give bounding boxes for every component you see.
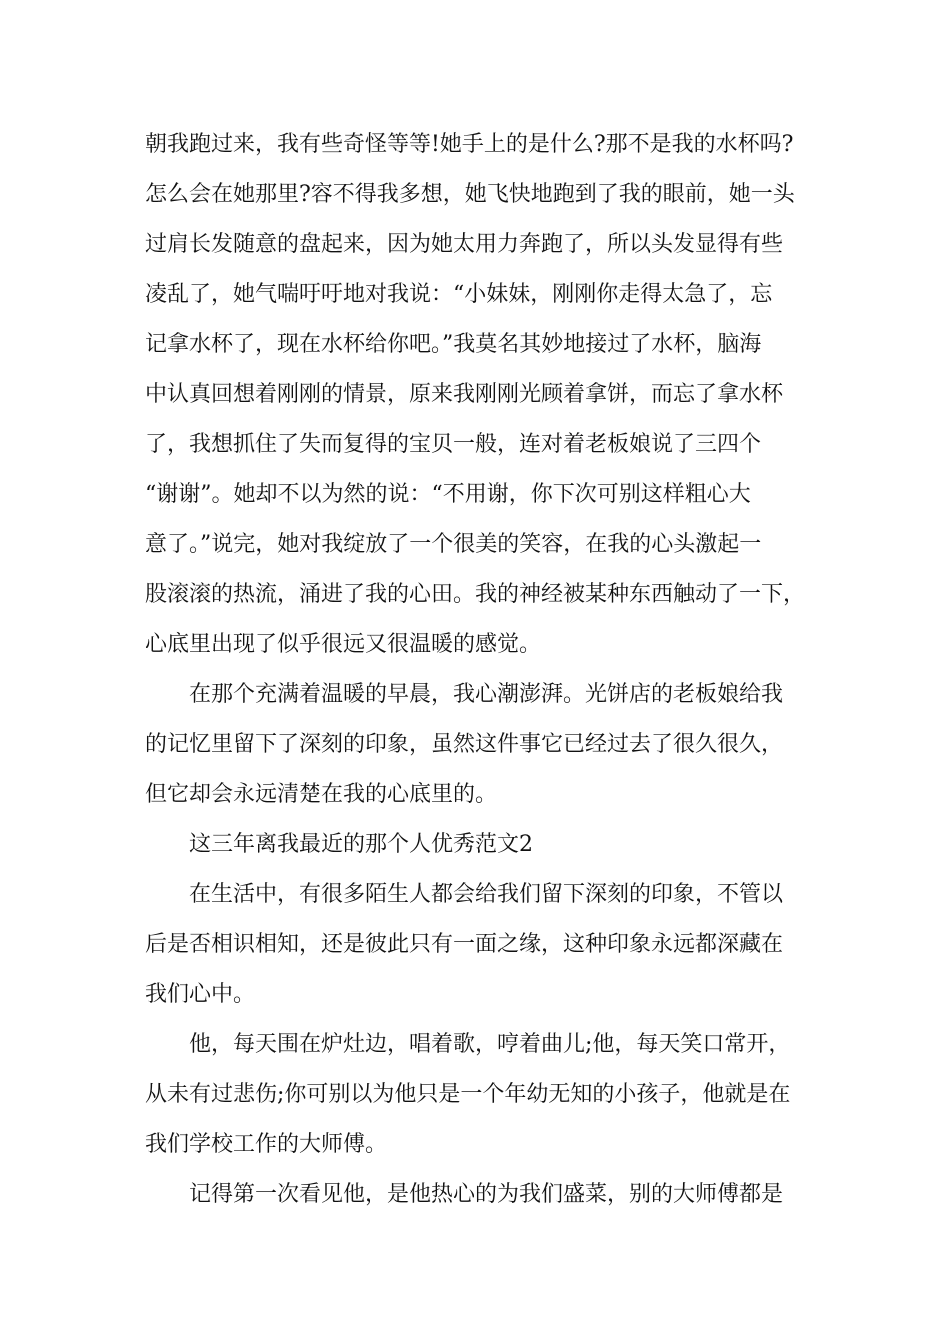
text-line: 怎么会在她那里?容不得我多想，她飞快地跑到了我的眼前，她一头	[145, 182, 795, 207]
paragraph-start-line: 在那个充满着温暖的早晨，我心潮澎湃。光饼店的老板娘给我	[189, 682, 784, 707]
text-line: 的记忆里留下了深刻的印象，虽然这件事它已经过去了很久很久，	[145, 732, 784, 757]
paragraph-start-line: 他，每天围在炉灶边，唱着歌，哼着曲儿;他，每天笑口常开，	[189, 1032, 791, 1057]
text-line: “谢谢”。她却不以为然的说：“不用谢，你下次可别这样粗心大	[145, 482, 751, 507]
text-line: 中认真回想着刚刚的情景，原来我刚刚光顾着拿饼，而忘了拿水杯	[145, 382, 784, 407]
paragraph-start-line: 记得第一次看见他，是他热心的为我们盛菜，别的大师傅都是	[189, 1182, 784, 1207]
text-line: 心底里出现了似乎很远又很温暖的感觉。	[145, 632, 542, 657]
text-line: 我们心中。	[145, 982, 256, 1007]
text-line: 后是否相识相知，还是彼此只有一面之缘，这种印象永远都深藏在	[145, 932, 784, 957]
text-line: 意了。”说完，她对我绽放了一个很美的笑容，在我的心头激起一	[145, 532, 762, 557]
text-line: 我们学校工作的大师傅。	[145, 1132, 388, 1157]
paragraph-start-line: 在生活中，有很多陌生人都会给我们留下深刻的印象，不管以	[189, 882, 784, 907]
text-line: 但它却会永远清楚在我的心底里的。	[145, 782, 498, 807]
text-line: 了，我想抓住了失而复得的宝贝一般，连对着老板娘说了三四个	[145, 432, 762, 457]
section-heading: 这三年离我最近的那个人优秀范文2	[189, 832, 533, 857]
text-line: 记拿水杯了，现在水杯给你吧。”我莫名其妙地接过了水杯，脑海	[145, 332, 762, 357]
text-line: 股滚滚的热流，涌进了我的心田。我的神经被某种东西触动了一下，	[145, 582, 806, 607]
text-line: 过肩长发随意的盘起来，因为她太用力奔跑了，所以头发显得有些	[145, 232, 784, 257]
text-line: 从未有过悲伤;你可别以为他只是一个年幼无知的小孩子，他就是在	[145, 1082, 791, 1107]
body-text	[145, 128, 817, 1228]
text-line: 朝我跑过来，我有些奇怪等等!她手上的是什么?那不是我的水杯吗?	[145, 132, 794, 157]
text-line: 凌乱了，她气喘吁吁地对我说：“小妹妹，刚刚你走得太急了，忘	[145, 282, 773, 307]
